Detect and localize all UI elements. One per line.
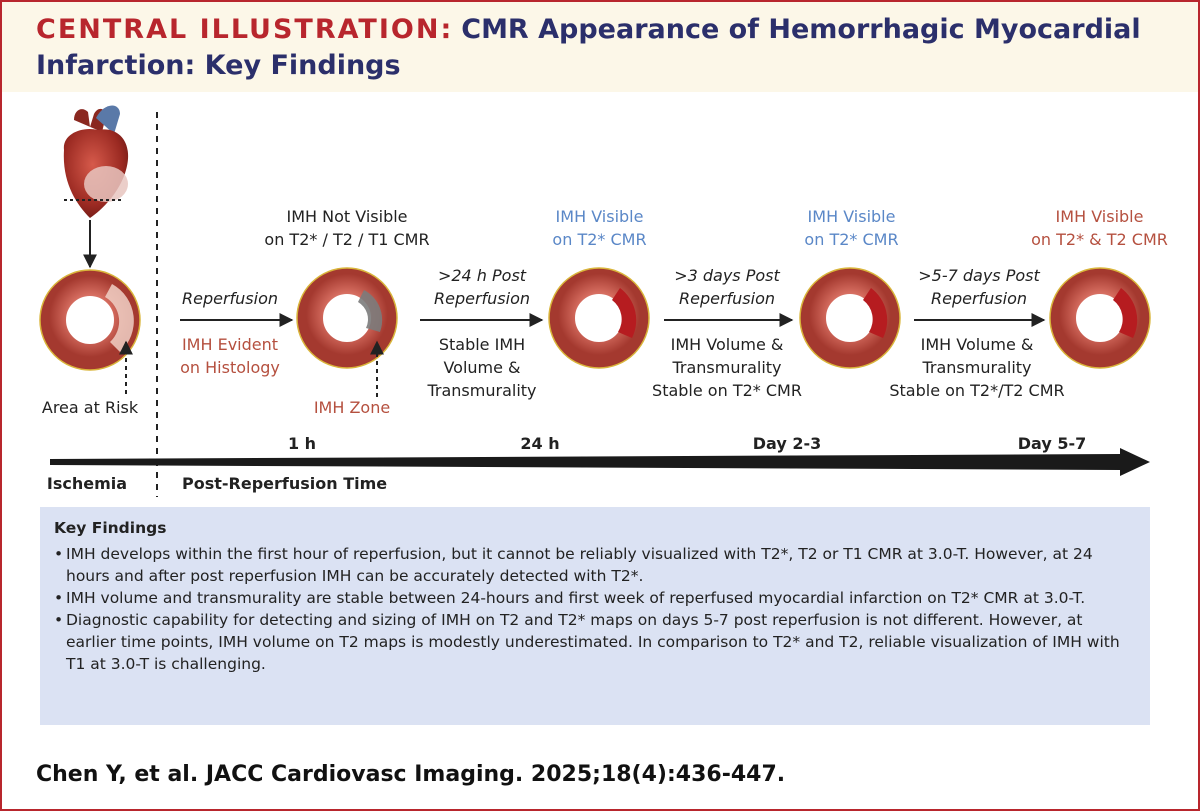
stage-2-title: IMH Visible on T2* CMR xyxy=(552,207,647,249)
post-reperfusion-time-label: Post-Reperfusion Time xyxy=(182,474,388,493)
time-label-day-2-3: Day 2-3 xyxy=(752,434,822,453)
key-finding-item: • IMH develops within the first hour of reperfusion, but it cannot be reliably visualized with T2*, T2 or T1 CMR at 3.0-T. However, at 24 hours and after post reperfusion IMH can be accurately detected with T2*. xyxy=(54,543,1136,587)
title-main: CMR Appearance of Hemorrhagic Myocardial Infarction: Key Findings xyxy=(36,14,1141,81)
myocardium-ring-area-at-risk xyxy=(40,270,140,370)
stage-arrow-3-label: >5-7 days Post Reperfusion xyxy=(918,266,1040,308)
citation: Chen Y, et al. JACC Cardiovasc Imaging. 2025;18(4):436-447. xyxy=(36,762,786,787)
time-label-1h: 1 h xyxy=(287,434,317,453)
key-findings-box xyxy=(40,507,1150,725)
page-title xyxy=(36,12,1176,84)
stage-arrow-2-label: >3 days Post Reperfusion xyxy=(674,266,780,308)
area-at-risk-label: Area at Risk xyxy=(41,398,139,417)
heart-icon xyxy=(64,105,128,218)
stage-3-title: IMH Visible on T2* CMR xyxy=(804,207,899,249)
time-label-24h: 24 h xyxy=(520,434,560,453)
stage-4-title: IMH Visible on T2* & T2 CMR xyxy=(1031,207,1168,249)
key-finding-item: • Diagnostic capability for detecting and sizing of IMH on T2 and T2* maps on days 5-7 post reperfusion is not different. However, at earlier time points, IMH volume on T2 maps is modestly underestimated. In comparison to T2* and T2, reliable visualization of IMH with T1 at 3.0-T is challenging. xyxy=(54,609,1136,675)
ischemia-label: Ischemia xyxy=(46,474,128,493)
myocardium-ring-1h xyxy=(297,268,397,368)
reperfusion-label: Reperfusion xyxy=(181,289,279,308)
time-label-day-5-7: Day 5-7 xyxy=(1017,434,1087,453)
stage-1-title: IMH Not Visible on T2* / T2 / T1 CMR xyxy=(264,207,430,249)
stage-arrow-1-desc: Stable IMH Volume & Transmurality xyxy=(427,335,537,400)
stage-arrow-2-desc: IMH Volume & Transmurality Stable on T2* CMR xyxy=(652,335,802,400)
header-banner xyxy=(2,2,1198,92)
key-findings-title: Key Findings xyxy=(54,519,167,537)
imh-zone-label: IMH Zone xyxy=(313,398,391,417)
key-finding-item: • IMH volume and transmurality are stable between 24-hours and first week of reperfused myocardial infarction on T2* CMR at 3.0-T. xyxy=(54,587,1136,609)
stage-arrow-1-label: >24 h Post Reperfusion xyxy=(433,266,531,308)
imh-evident-label: IMH Evident on Histology xyxy=(180,335,280,377)
title-lead: CENTRAL ILLUSTRATION: xyxy=(36,14,454,45)
stage-arrow-3-desc: IMH Volume & Transmurality Stable on T2*/T2 CMR xyxy=(889,335,1065,400)
